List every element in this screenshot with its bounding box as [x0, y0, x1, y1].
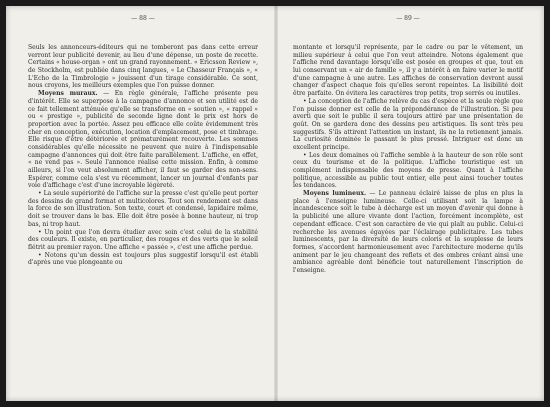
paragraph — [28, 229, 258, 252]
paragraph — [293, 44, 523, 98]
paragraph — [28, 252, 258, 267]
page-number: — 88 — — [131, 15, 155, 22]
right-page — [293, 14, 523, 275]
paragraph-text: — Le panneau éclairé laisse de plus en plus la place à l'enseigne lumineuse. Celle-ci utilisant soit la lampe à incandescence soit le tube à décharge est un moyen d'avenir qui donne à la publicité une allure vivante dont l'action, forcément incomplète, est cependant efficace. C'est son caractère de vie qui plaît au public. Celui-ci recherche les avenues égayées par l'éclairage publicitaire. Les tubes luminescents, par la diversité de leurs coloris et la souplesse de leurs formes, s'accordent harmonieusement avec l'architecture moderne qu'ils animent par le jeu changeant des reflets et des ombres créant ainsi une ambiance agréable dont bénéficie tout naturellement l'inscription de l'enseigne. — [293, 190, 524, 274]
page-number: — 89 — — [396, 15, 420, 22]
paragraph — [293, 98, 523, 152]
paragraph-text: montante et lorsqu'il représente, par le cadre ou par le vêtement, un milieu supérieur à celui que l'on veut atteindre. Notons également que l'affiche rend davantage lorsqu'elle est posée en groupes et que, tout en lui conservant un « air de famille », il y a intérêt à en faire varier le motif d'une campagne à une autre. Les affiches de conservation devront aussi changer d'aspect chaque fois qu'elles seront repeintes. La lisibilité doit être parfaite. On évitera les caractères trop petits, trop serrés ou inutiles. — [293, 44, 523, 98]
section-heading: Moyens lumineux. — [303, 190, 367, 198]
paragraph-text: • Les deux domaines où l'affiche semble à la hauteur de son rôle sont ceux du tourisme et de la politique. L'affiche touristique est un complément indispensable des moyens de presse. Quant à l'affiche politique, accessible au public tout entier, elle peut ainsi toucher toutes les tendances. — [293, 151, 523, 190]
book-gutter — [274, 6, 278, 401]
left-page — [28, 14, 258, 267]
section-heading: Moyens muraux. — [38, 90, 98, 98]
paragraph-text: • La seule supériorité de l'affiche sur la presse c'est qu'elle peut porter des dessins de grand format et multicolores. Tout son rendement est dans la force de son illustration. Son texte, court et condensé, lapidaire même, doit se trouver dans le bas. Elle doit être posée à bonne hauteur, ni trop bas, ni trop haut. — [28, 190, 258, 228]
paragraph — [28, 190, 258, 228]
paragraph — [28, 90, 258, 190]
paragraph-text: Seuls les annonceurs-éditeurs qui ne tomberont pas dans cette erreur verront leur publicité devenir, au lieu d'une dépense, un poste de recette. Certains « house-organ » ont un grand rayonnement. « Ericsson Review », de Stockholm, est publiée dans cinq langues, « Le Chasseur Français », « L'Echo de la Timbrologie » jouissent d'un tirage considérable. Ce sont, nous croyons, les meilleurs exemples que l'on puisse donner. — [28, 44, 258, 90]
paragraph — [28, 44, 258, 90]
paragraph-text: • La conception de l'affiche relève du cas d'espèce et la seule règle que l'on puisse donner est celle de la prépondérance de l'illustration. Si peu averti que soit le public il sera toujours attiré par une présentation de goût. On se gardera donc des dessins peu artistiques. Ils sont très peu suggestifs. S'ils attirent l'attention un instant, ils ne la retiennent jamais. La curiosité dominée le passant le plus pressé. Intriguer est donc un excellent principe. — [293, 97, 523, 151]
page-body — [28, 44, 258, 267]
paragraph-text: • Notons qu'un dessin est toujours plus suggestif lorsqu'il est établi d'après une vue plongeante ou — [28, 251, 258, 267]
paragraph — [293, 152, 523, 190]
paragraph-text: — En règle générale, l'affiche présente peu d'intérêt. Elle se superpose à la campagne d'annonce et son utilité est de ce fait tellement atténuée qu'elle se transforme en « soutien », « rappel » ou « prestige », publicité de seconde ligne dont le prix est hors de proportion avec la portée. Assez peu efficace elle coûte évidemment très cher en conception, exécution, location d'emplacement, pose et timbrage. Elle risque d'être détériorée et prématurément recouverte. Les sommes considérables qu'elle nécessite ne peuvent que nuire à l'indispensable campagne d'annonces qui doit être faite parallèlement. L'affiche, en effet, « ne vend pas ». Seule l'annonce réalise cette mission. Enfin, à comme ailleurs, si l'on veut absolument afficher, il faut se garder des non-sens. Espérer, comme cela s'est vu récemment, lancer un journal d'enfants par voie d'affichage c'est d'une incroyable légèreté. — [28, 90, 259, 190]
paragraph-text: • Un point que l'on devra étudier avec soin c'est celui de la stabilité des couleurs. Il existe, en particulier, des rouges et des verts que le soleil flétrit au premier rayon. Une affiche « passée », c'est une affiche perdue. — [28, 228, 258, 251]
page-body — [293, 44, 523, 275]
paragraph — [293, 190, 523, 275]
book-spread — [6, 6, 544, 401]
